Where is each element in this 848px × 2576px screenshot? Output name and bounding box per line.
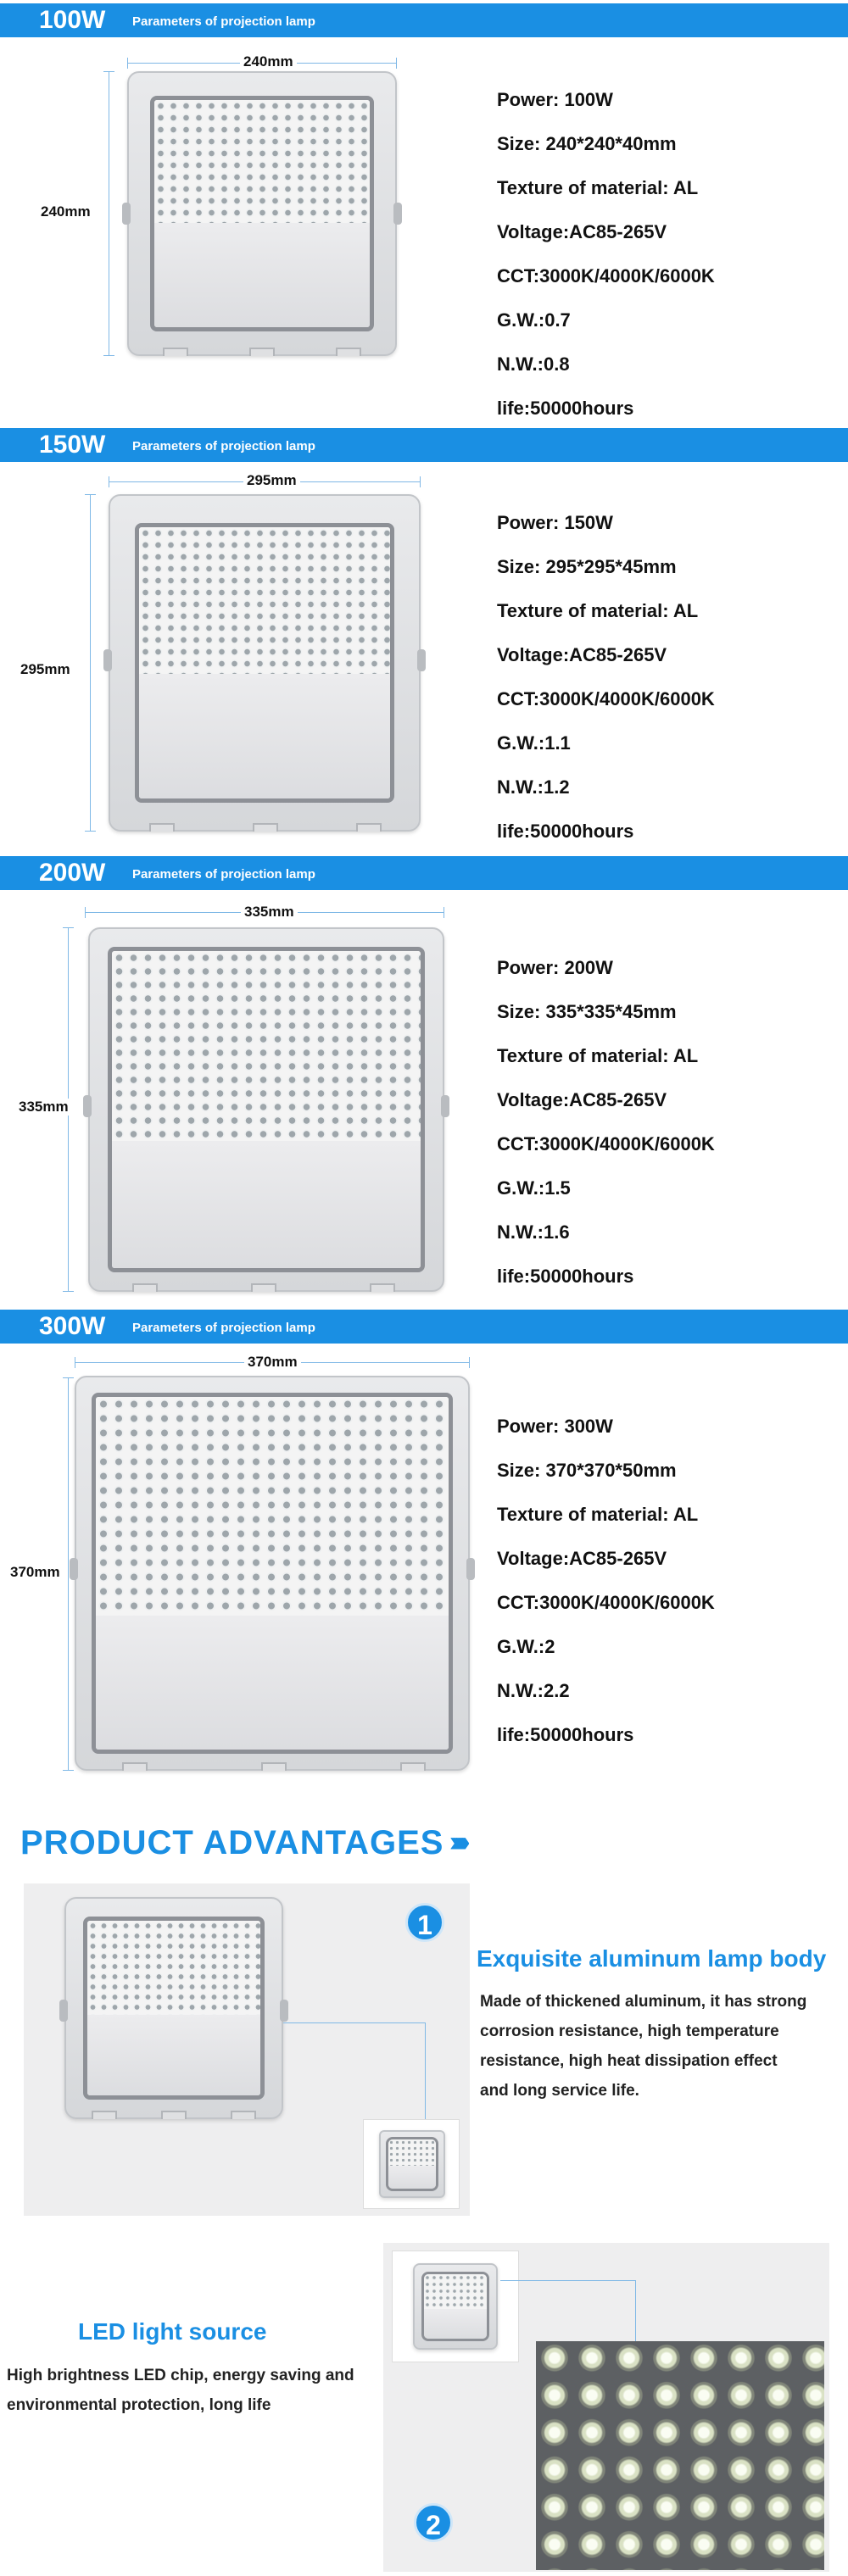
spec-material: Texture of material: AL [497, 177, 699, 198]
width-label: 370mm [244, 1354, 301, 1371]
feature-description-1: Made of thickened aluminum, it has strong corrosion resistance, high temperature resistance, high heat dissipation effect and long service life. [480, 1993, 807, 2100]
spec-power: Power: 300W [497, 1416, 613, 1437]
spec-gross-weight: G.W.:1.5 [497, 1177, 571, 1199]
width-label: 295mm [243, 472, 300, 489]
wattage-title: 300W [39, 1312, 106, 1340]
height-label: 240mm [37, 203, 94, 220]
product-image [88, 927, 444, 1292]
feature-title-1: Exquisite aluminum lamp body [477, 1945, 827, 1972]
banner-subtitle: Parameters of projection lamp [132, 867, 315, 882]
spec-size: Size: 370*370*50mm [497, 1460, 677, 1481]
spec-life: life:50000hours [497, 1266, 634, 1287]
spec-voltage: Voltage:AC85-265V [497, 221, 667, 242]
spec-life: life:50000hours [497, 398, 634, 419]
product-image [109, 494, 421, 832]
height-dimension-line [90, 494, 91, 832]
feature-thumbnail [363, 2119, 460, 2209]
product-section-200w [0, 856, 848, 1310]
spec-gross-weight: G.W.:1.1 [497, 732, 571, 754]
section-banner [0, 428, 848, 462]
product-section-150w [0, 428, 848, 856]
height-label: 295mm [17, 661, 74, 678]
spec-gross-weight: G.W.:0.7 [497, 309, 571, 331]
banner-subtitle: Parameters of projection lamp [132, 439, 315, 453]
spec-net-weight: N.W.:1.2 [497, 776, 570, 798]
height-label: 335mm [15, 1099, 72, 1116]
spec-material: Texture of material: AL [497, 1045, 699, 1066]
spec-size: Size: 240*240*40mm [497, 133, 677, 154]
product-section-100w [0, 0, 848, 428]
wattage-title: 150W [39, 431, 106, 459]
product-section-300w [0, 1310, 848, 1784]
wattage-title: 200W [39, 859, 106, 887]
callout-line [283, 2022, 426, 2119]
spec-cct: CCT:3000K/4000K/6000K [497, 265, 715, 287]
spec-voltage: Voltage:AC85-265V [497, 1089, 667, 1110]
feature-title-2: LED light source [78, 2318, 267, 2345]
height-dimension-line [68, 1377, 69, 1771]
spec-net-weight: N.W.:1.6 [497, 1221, 570, 1243]
spec-voltage: Voltage:AC85-265V [497, 1548, 667, 1569]
spec-list [497, 501, 715, 854]
width-label: 335mm [241, 904, 298, 921]
spec-cct: CCT:3000K/4000K/6000K [497, 1592, 715, 1613]
spec-size: Size: 295*295*45mm [497, 556, 677, 577]
spec-gross-weight: G.W.:2 [497, 1636, 555, 1657]
banner-subtitle: Parameters of projection lamp [132, 14, 315, 29]
product-image [127, 71, 397, 356]
spec-power: Power: 150W [497, 512, 613, 533]
spec-life: life:50000hours [497, 821, 634, 842]
spec-cct: CCT:3000K/4000K/6000K [497, 688, 715, 709]
section-banner [0, 856, 848, 890]
feature-image-lamp-body [64, 1897, 283, 2119]
spec-net-weight: N.W.:0.8 [497, 353, 570, 375]
feature-number-badge-1: 1 [405, 1903, 444, 1942]
height-label: 370mm [7, 1564, 64, 1581]
section-banner [0, 3, 848, 37]
spec-net-weight: N.W.:2.2 [497, 1680, 570, 1701]
spec-power: Power: 200W [497, 957, 613, 978]
chevrons-icon: ››››› [449, 1826, 464, 1858]
led-closeup-image [536, 2341, 824, 2570]
product-image [75, 1376, 470, 1771]
spec-material: Texture of material: AL [497, 1504, 699, 1525]
spec-life: life:50000hours [497, 1724, 634, 1745]
width-label: 240mm [240, 53, 297, 70]
feature-description-2: High brightness LED chip, energy saving and environmental protection, long life [7, 2367, 354, 2414]
spec-list [497, 1405, 715, 1757]
spec-material: Texture of material: AL [497, 600, 699, 621]
spec-voltage: Voltage:AC85-265V [497, 644, 667, 665]
spec-cct: CCT:3000K/4000K/6000K [497, 1133, 715, 1154]
advantages-title: PRODUCT ADVANTAGES [20, 1824, 444, 1861]
wattage-title: 100W [39, 6, 106, 34]
spec-power: Power: 100W [497, 89, 613, 110]
feature-number-badge-2: 2 [414, 2503, 453, 2542]
spec-size: Size: 335*335*45mm [497, 1001, 677, 1022]
spec-list [497, 946, 715, 1299]
section-banner [0, 1310, 848, 1344]
spec-list [497, 78, 715, 431]
banner-subtitle: Parameters of projection lamp [132, 1321, 315, 1335]
